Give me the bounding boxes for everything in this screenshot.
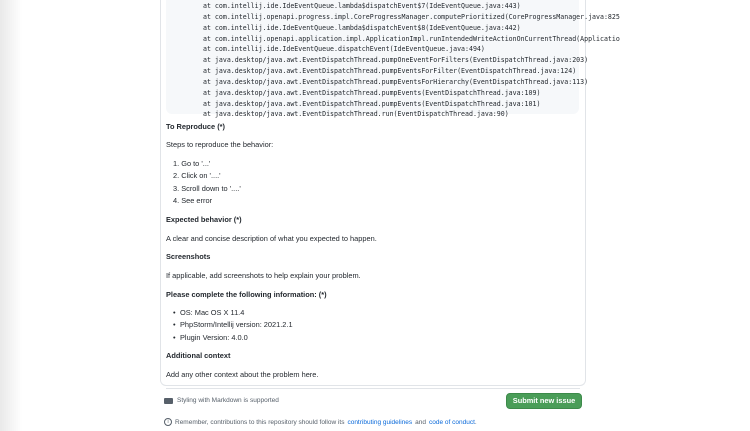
info-icon: i	[164, 418, 172, 426]
expected-heading: Expected behavior (*)	[166, 215, 242, 224]
info-heading: Please complete the following information: (*)	[166, 290, 327, 299]
stack-trace-code-block	[166, 0, 620, 119]
submit-issue-button[interactable]: Submit new issue	[506, 393, 582, 409]
code-of-conduct-link[interactable]: code of conduct	[429, 418, 475, 426]
markdown-note[interactable]: Styling with Markdown is supported	[164, 397, 279, 404]
info-item: • PhpStorm/Intellij version: 2021.2.1	[173, 320, 293, 330]
contributing-guidelines-link[interactable]: contributing guidelines	[347, 418, 413, 426]
markdown-icon	[164, 398, 173, 404]
context-heading: Additional context	[166, 351, 231, 360]
step-item: 2. Click on '....'	[173, 171, 221, 180]
step-item: 4. See error	[173, 196, 213, 205]
expected-text: A clear and concise description of what you expected to happen.	[166, 234, 377, 243]
info-item: • OS: Mac OS X 11.4	[173, 308, 244, 318]
info-item: • Plugin Version: 4.0.0	[173, 333, 248, 343]
code-text: at com.intellij.ide.IdeEventQueue.lambda$dispatchEvent$7(IdeEventQueue.java:443) at com.intellij.openapi.progress.impl.CoreProgressManager.computePrioritized(CoreProgressManager.java:825 at com.intellij.ide.IdeEventQueue.lambda$dispatchEvent$8(IdeEventQueue.java:442) at com.intellij.openapi.application.impl.ApplicationImpl.runIntendedWriteActionOnCurrentThread(Applicatio at com.intellij.ide.IdeEventQueue.dispatchEvent(IdeEventQueue.java:494) at java.desktop/java.awt.EventDispatchThread.pumpOneEventForFilters(EventDispatchThread.java:203) at java.desktop/java.awt.EventDispatchThread.pumpEventsForFilter(EventDispatchThread.java:124) at java.desktop/java.awt.EventDispatchThread.pumpEventsForHierarchy(EventDispatchThread.java:113) at java.desktop/java.awt.EventDispatchThread.pumpEvents(EventDispatchThread.java:109) at java.desktop/java.awt.EventDispatchThread.pumpEvents(EventDispatchThread.java:101) at java.desktop/java.awt.EventDispatchThread.run(EventDispatchThread.java:90)	[203, 2, 620, 119]
context-text: Add any other context about the problem here.	[166, 370, 319, 379]
step-item: 1. Go to '...'	[173, 159, 211, 168]
divider	[166, 388, 580, 389]
screenshots-heading: Screenshots	[166, 252, 211, 261]
reproduce-heading: To Reproduce (*)	[166, 122, 225, 131]
footer-note: i Remember, contributions to this repository should follow its contributing guidelines and code of conduct .	[164, 418, 477, 426]
screenshots-text: If applicable, add screenshots to help explain your problem.	[166, 271, 361, 280]
page-shadow	[0, 0, 22, 431]
reproduce-intro: Steps to reproduce the behavior:	[166, 140, 274, 149]
step-item: 3. Scroll down to '....'	[173, 184, 241, 193]
